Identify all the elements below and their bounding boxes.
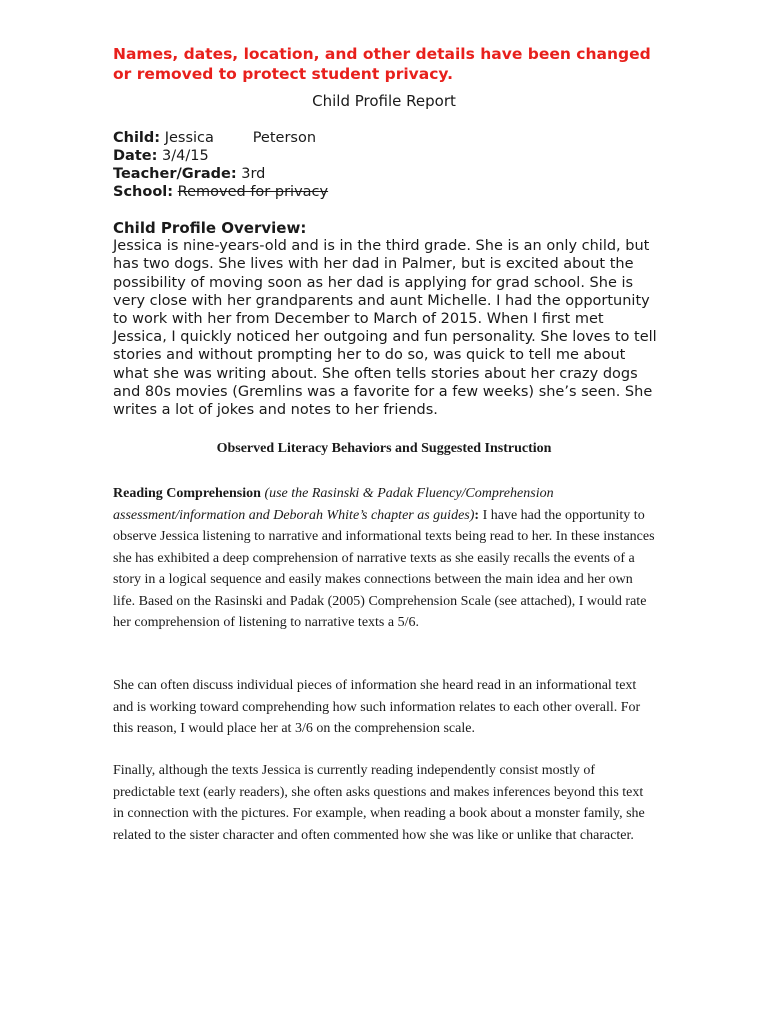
child-info-block xyxy=(113,129,328,201)
independent-reading-paragraph: Finally, although the texts Jessica is currently reading independently consist mostly of predictable text (early readers), she often asks questions and makes inferences beyond this text in connection with the pictures. For example, when reading a book about a monster family, she related to the sister character and often commented how she was like or unlike that character. xyxy=(113,763,645,843)
child-last-name: Peterson xyxy=(252,130,317,146)
reading-comprehension-text: I have had the opportunity to observe Jessica listening to narrative and informational texts being read to her. In these instances she has exhibited a deep comprehension of narrative texts as she easily recalls the events of a story in a logical sequence and easily makes connections between the main idea and her own life. Based on the Rasinski and Padak (2005) Comprehension Scale (see attached), I would rate her comprehension of listening to narrative texts a 5/6. xyxy=(113,507,655,630)
child-profile-overview xyxy=(113,219,661,419)
overview-text: Jessica is nine-years-old and is in the third grade. She is an only child, but has two dogs. She lives with her dad in Palmer, but is excited about the possibility of moving soon as her dad is applying for grad school. She is very close with her grandparents and aunt Michelle. I had the opportunity to work with her from December to March of 2015. When I first met Jessica, I quickly noticed her outgoing and fun personality. She loves to tell stories and without prompting her to do so, was quick to tell me about what she was writing about. She often tells stories about her crazy dogs and 80s movies (Gremlins was a favorite for a few weeks) she’s seen. She writes a lot of jokes and notes to her friends. xyxy=(113,238,657,419)
reading-comprehension-guide: (use the Rasinski & Padak Fluency/Comprehension assessment/information and Deborah White’s chapter as guides) xyxy=(113,486,554,523)
child-label: Child: xyxy=(113,130,161,146)
overview-heading: Child Profile Overview: xyxy=(113,219,307,237)
grade-label: Teacher/Grade: xyxy=(113,166,237,182)
school-label: School: xyxy=(113,184,174,200)
child-first-name: Jessica xyxy=(164,130,214,146)
date-value: 3/4/15 xyxy=(162,148,209,164)
privacy-notice: Names, dates, location, and other details have been changed or removed to protect student privacy. xyxy=(113,45,651,83)
reading-comprehension-label: Reading Comprehension xyxy=(113,486,261,501)
date-label: Date: xyxy=(113,148,158,164)
reading-comprehension-colon: : xyxy=(474,507,480,523)
child-row xyxy=(113,129,328,147)
school-value: Removed for privacy xyxy=(177,184,329,200)
school-row xyxy=(113,183,328,201)
grade-value: 3rd xyxy=(241,166,266,182)
grade-row xyxy=(113,165,328,183)
date-row xyxy=(113,147,328,165)
section-title: Observed Literacy Behaviors and Suggested Instruction xyxy=(216,441,552,456)
reading-comprehension-paragraph xyxy=(113,483,655,634)
informational-comprehension-paragraph: She can often discuss individual pieces of information she heard read in an informational text and is working toward comprehending how such information relates to each other overall. For this reason, I would place her at 3/6 on the comprehension scale. xyxy=(113,678,641,736)
report-title: Child Profile Report xyxy=(312,92,456,110)
